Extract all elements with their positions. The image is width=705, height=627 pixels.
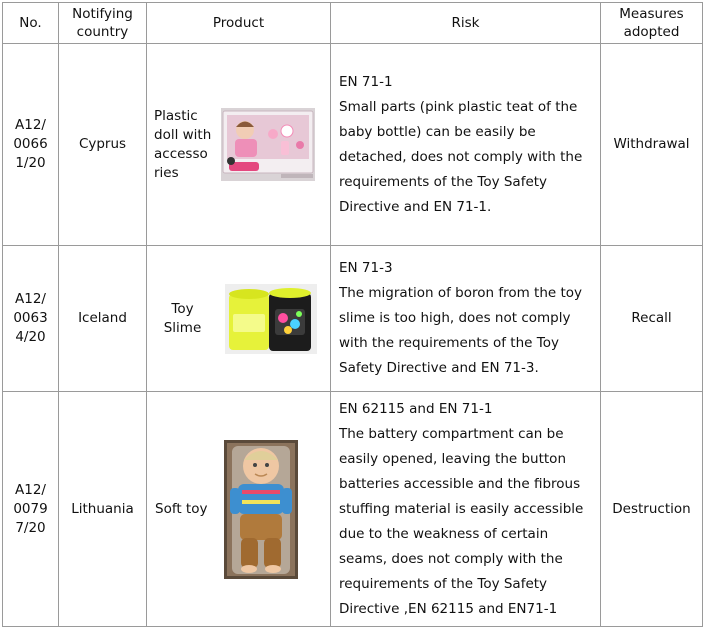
measures-adopted: Recall [601,246,703,392]
slime-jars-photo [225,284,317,354]
notification-number: A12/ 0079 7/20 [3,392,59,627]
notifications-table [2,2,703,627]
header-notifying-country: Notifying country [59,3,147,44]
table-row [3,246,703,392]
table-row [3,392,703,627]
notifying-country: Lithuania [59,392,147,627]
product-cell [147,392,331,627]
product-name: Soft toy [155,500,208,517]
notifying-country: Cyprus [59,44,147,246]
header-risk: Risk [331,3,601,44]
notification-number: A12/ 0063 4/20 [3,246,59,392]
product-name: Toy Slime [163,300,202,336]
risk-description: EN 71-1 Small parts (pink plastic teat of the baby bottle) can be easily be detached, does not comply with the requirements of the Toy Safety Directive and EN 71-1. [331,44,601,246]
header-measures-adopted: Measures adopted [601,3,703,44]
header-product: Product [147,3,331,44]
product-cell [147,44,331,246]
product-cell [147,246,331,392]
soft-toy-doll-photo [224,440,298,579]
risk-description: EN 71-3 The migration of boron from the toy slime is too high, does not comply with the requirements of the Toy Safety Directive and EN 71-3. [331,246,601,392]
notifying-country: Iceland [59,246,147,392]
product-name: Plastic doll with accesso ries [154,107,212,181]
measures-adopted: Withdrawal [601,44,703,246]
doll-box-photo [221,108,315,181]
risk-description: EN 62115 and EN 71-1 The battery compartment can be easily opened, leaving the button batteries accessible and the fibrous stuffing material is easily accessible due to the weakness of certain seams, does not comply with the requirements of the Toy Safety Directive ,EN 62115 and EN71-1 [331,392,601,627]
header-no: No. [3,3,59,44]
header-row [3,3,703,44]
measures-adopted: Destruction [601,392,703,627]
table-row [3,44,703,246]
notification-number: A12/ 0066 1/20 [3,44,59,246]
